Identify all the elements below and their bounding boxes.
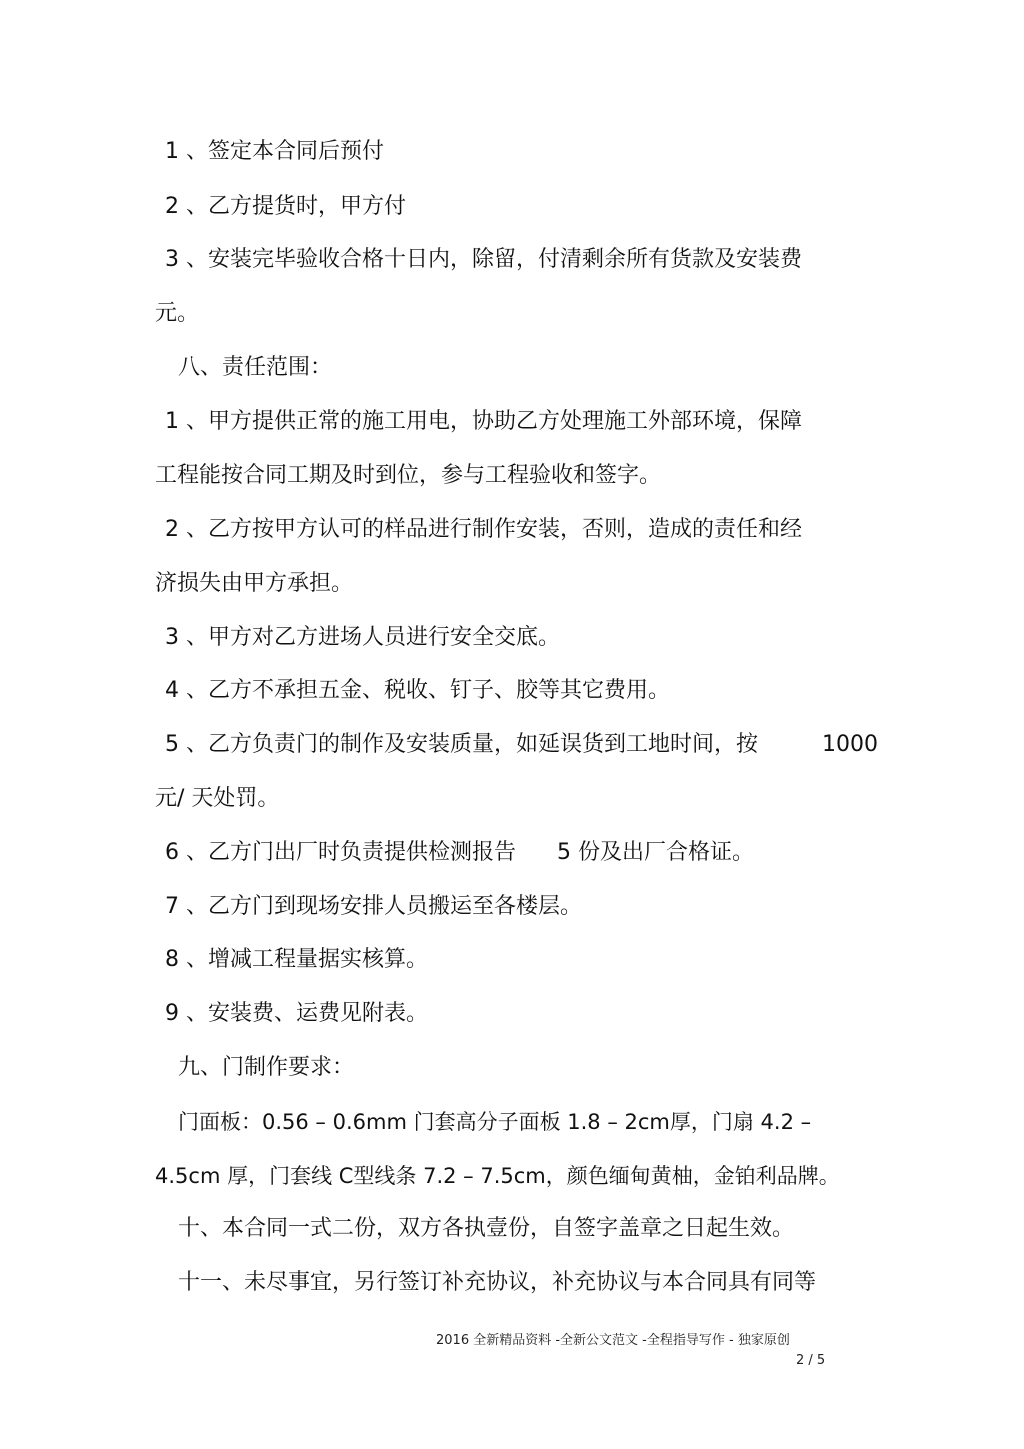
text-line: 1 、签定本合同后预付 bbox=[165, 139, 384, 164]
text-line: 十一、未尽事宜，另行签订补充协议，补充协议与本合同具有同等 bbox=[178, 1270, 817, 1295]
text-line: 元/ 天处罚。 bbox=[155, 786, 280, 811]
text-line: 5 、乙方负责门的制作及安装质量，如延误货到工地时间，按 bbox=[165, 732, 758, 757]
text-line: 工程能按合同工期及时到位，参与工程验收和签字。 bbox=[155, 463, 662, 488]
text-line: 7 、乙方门到现场安排人员搬运至各楼层。 bbox=[165, 894, 582, 919]
text-line: 2 、乙方提货时，甲方付 bbox=[165, 194, 406, 219]
text-line: 9 、安装费、运费见附表。 bbox=[165, 1001, 428, 1026]
text-line: 5 份及出厂合格证。 bbox=[557, 840, 754, 865]
text-line: 门面板：0.56 – 0.6mm 门套高分子面板 1.8 – 2cm厚，门扇 4.2 – bbox=[178, 1110, 812, 1134]
section-heading: 九、门制作要求： bbox=[178, 1055, 355, 1080]
text-line-number: 1000 bbox=[822, 732, 878, 757]
page-number: 2 / 5 bbox=[796, 1353, 826, 1368]
text-line: 3 、甲方对乙方进场人员进行安全交底。 bbox=[165, 625, 560, 650]
footer-text: 2016 全新精品资料 -全新公文范文 -全程指导写作 - 独家原创 bbox=[436, 1333, 790, 1348]
text-line: 6 、乙方门出厂时负责提供检测报告 bbox=[165, 840, 516, 865]
text-line: 济损失由甲方承担。 bbox=[155, 571, 354, 596]
text-line: 2 、乙方按甲方认可的样品进行制作安装，否则，造成的责任和经 bbox=[165, 517, 802, 542]
text-line: 8 、增减工程量据实核算。 bbox=[165, 947, 428, 972]
text-line: 十、本合同一式二份，双方各执壹份，自签字盖章之日起生效。 bbox=[178, 1216, 795, 1241]
text-line: 3 、安装完毕验收合格十日内，除留，付清剩余所有货款及安装费 bbox=[165, 247, 802, 272]
text-line: 元。 bbox=[155, 301, 200, 326]
text-line: 1 、甲方提供正常的施工用电，协助乙方处理施工外部环境，保障 bbox=[165, 409, 802, 434]
text-line: 4.5cm 厚，门套线 C型线条 7.2 – 7.5cm，颜色缅甸黄柚，金铂利品牌。 bbox=[155, 1164, 840, 1188]
section-heading: 八、责任范围： bbox=[178, 355, 333, 380]
text-line: 4 、乙方不承担五金、税收、钉子、胶等其它费用。 bbox=[165, 678, 670, 703]
